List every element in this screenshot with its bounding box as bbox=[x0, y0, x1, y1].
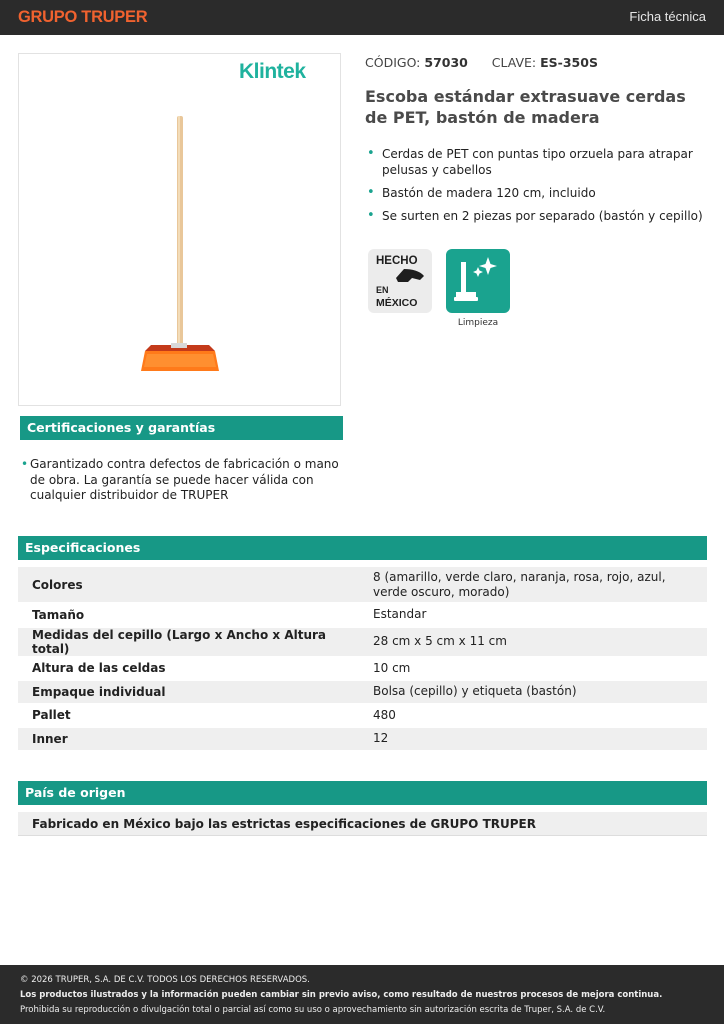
table-row bbox=[18, 627, 707, 657]
spec-key: Inner bbox=[18, 727, 359, 751]
product-codes bbox=[365, 55, 598, 70]
brand-logo: Klintek bbox=[239, 60, 306, 83]
codigo-value: 57030 bbox=[424, 55, 468, 70]
spec-key: Altura de las celdas bbox=[18, 657, 359, 681]
cleaning-category-badge bbox=[446, 249, 510, 313]
spec-value: 12 bbox=[359, 727, 707, 751]
specifications-table bbox=[18, 567, 707, 752]
table-row bbox=[18, 727, 707, 751]
bullet-icon: • bbox=[367, 146, 375, 161]
bullet-icon: • bbox=[367, 185, 375, 200]
spec-value: Estandar bbox=[359, 603, 707, 627]
table-row bbox=[18, 603, 707, 627]
feature-item: • Se surten en 2 piezas por separado (bastón y cepillo) bbox=[367, 208, 703, 223]
spec-value: 28 cm x 5 cm x 11 cm bbox=[359, 627, 707, 657]
feature-item: • Cerdas de PET con puntas tipo orzuela para atrapar pelusas y cabellos bbox=[367, 146, 693, 177]
doc-type-label: Ficha técnica bbox=[629, 9, 706, 24]
truper-logo: GRUPO TRUPER bbox=[18, 8, 148, 26]
made-in-mexico-icon bbox=[368, 249, 432, 313]
spec-value: 10 cm bbox=[359, 657, 707, 681]
table-row bbox=[18, 704, 707, 728]
origin-text: Fabricado en México bajo las estrictas especificaciones de GRUPO TRUPER bbox=[18, 812, 707, 836]
spec-value: 8 (amarillo, verde claro, naranja, rosa, rojo, azul, verde oscuro, morado) bbox=[359, 567, 707, 603]
prohibition-text: Prohibida su reproducción o divulgación total o parcial así como su uso o aprovechamiento sin autorización escrita de Truper, S.A. de C.V. bbox=[20, 1005, 606, 1015]
top-bar bbox=[0, 0, 724, 35]
codigo-label: CÓDIGO: bbox=[365, 55, 421, 70]
made-in-line-3: MÉXICO bbox=[376, 297, 418, 309]
feature-list bbox=[365, 146, 710, 231]
spec-value: 480 bbox=[359, 704, 707, 728]
broom-illustration bbox=[19, 54, 340, 405]
warranty-text: • Garantizado contra defectos de fabricación o mano de obra. La garantía se puede hacer válida con cualquier distribuidor de TRUPER bbox=[21, 457, 339, 502]
bullet-icon: • bbox=[367, 208, 375, 223]
product-title: Escoba estándar extrasuave cerdas de PET, bastón de madera bbox=[365, 87, 686, 127]
table-row bbox=[18, 567, 707, 603]
feature-item: • Bastón de madera 120 cm, incluido bbox=[367, 185, 596, 200]
spec-key: Medidas del cepillo (Largo x Ancho x Altura total) bbox=[18, 627, 359, 657]
table-row bbox=[18, 657, 707, 681]
origin-heading: País de origen bbox=[18, 781, 707, 805]
bullet-icon: • bbox=[21, 457, 29, 471]
made-in-mexico-badge bbox=[368, 249, 432, 313]
notice-text: Los productos ilustrados y la información pueden cambiar sin previo aviso, como resultado de nuestros procesos de mejora continua. bbox=[20, 990, 663, 1000]
product-image bbox=[18, 53, 341, 406]
spec-key: Colores bbox=[18, 567, 359, 603]
category-label: Limpieza bbox=[457, 318, 499, 328]
squeegee-sparkle-icon bbox=[446, 249, 510, 313]
made-in-line-1: HECHO bbox=[376, 255, 418, 267]
clave-value: ES-350S bbox=[540, 55, 598, 70]
footer bbox=[0, 965, 724, 1024]
made-in-line-2: EN bbox=[376, 285, 389, 295]
copyright-text: © 2026 TRUPER, S.A. DE C.V. TODOS LOS DERECHOS RESERVADOS. bbox=[20, 975, 310, 985]
spec-key: Tamaño bbox=[18, 603, 359, 627]
clave-label: CLAVE: bbox=[491, 55, 537, 70]
specifications-heading: Especificaciones bbox=[18, 536, 707, 560]
spec-key: Pallet bbox=[18, 704, 359, 728]
table-row bbox=[18, 680, 707, 704]
spec-key: Empaque individual bbox=[18, 680, 359, 704]
certifications-heading: Certificaciones y garantías bbox=[20, 416, 343, 440]
spec-value: Bolsa (cepillo) y etiqueta (bastón) bbox=[359, 680, 707, 704]
